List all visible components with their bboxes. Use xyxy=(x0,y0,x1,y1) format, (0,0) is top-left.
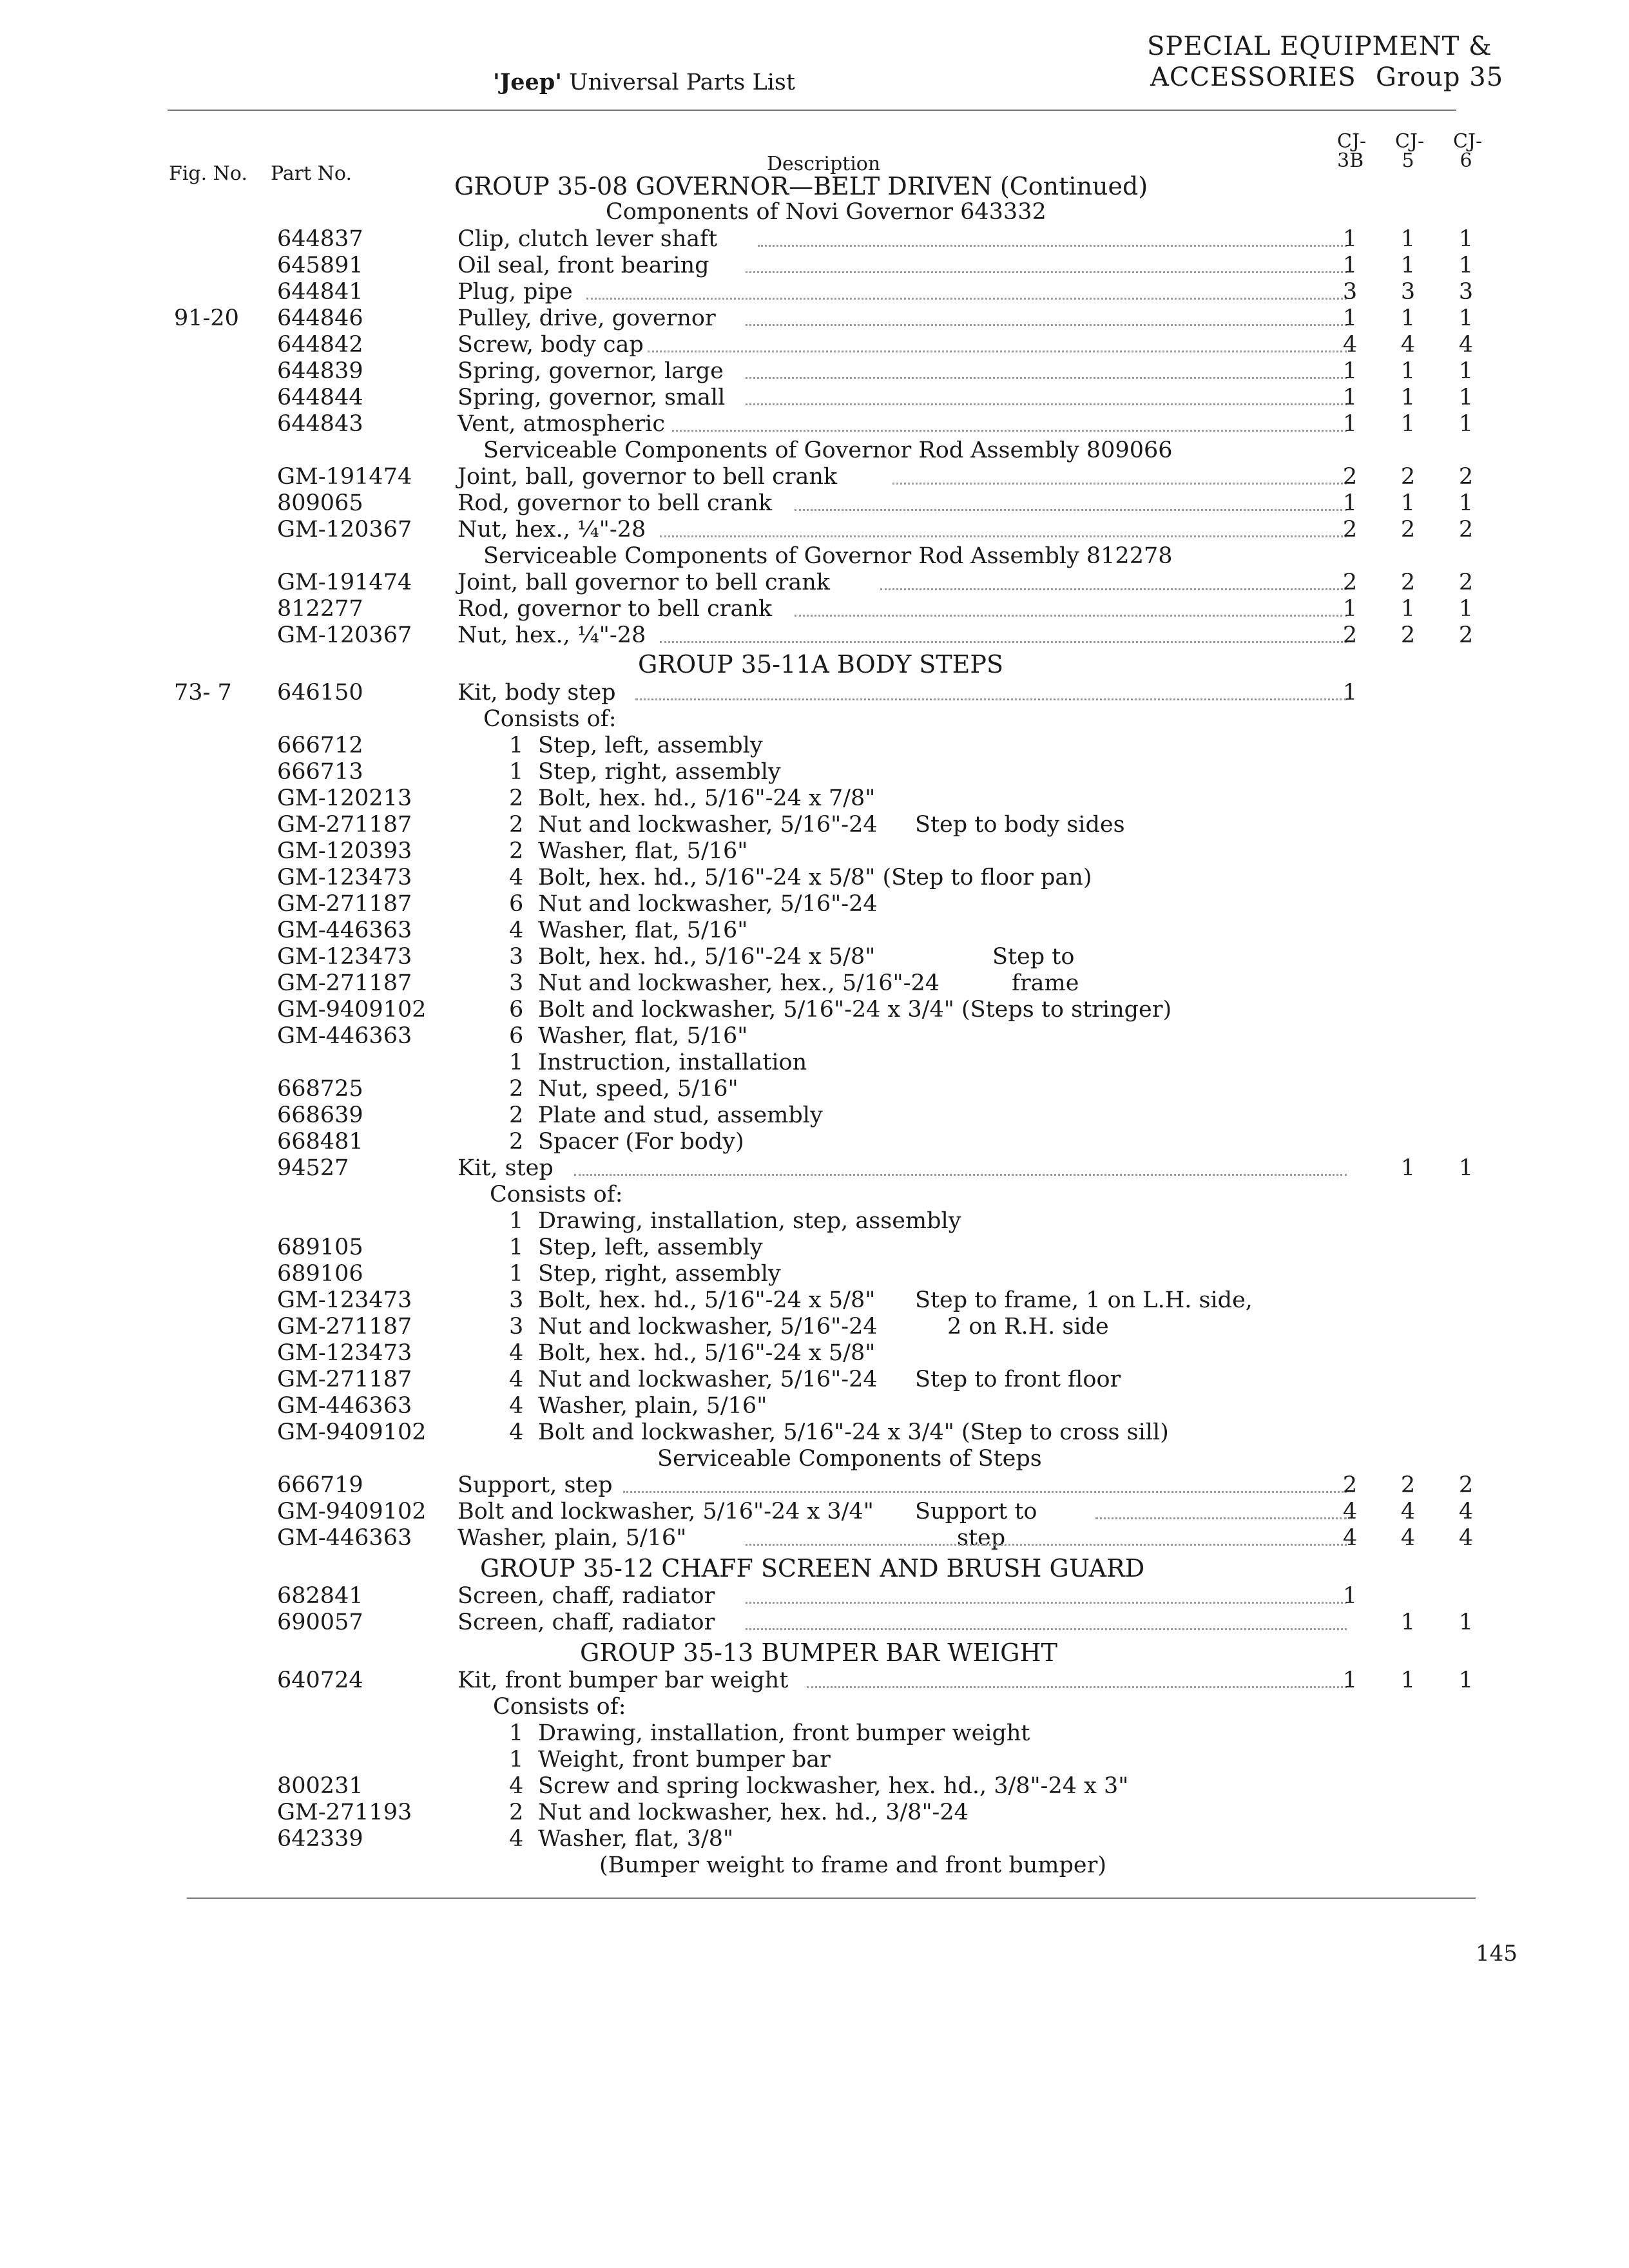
footer-rule xyxy=(187,1898,1476,1899)
qty-cj5: 4 xyxy=(1400,332,1416,358)
description: Clip, clutch lever shaft xyxy=(458,226,718,252)
subheading: (Bumper weight to frame and front bumper) xyxy=(599,1852,1106,1878)
part-no: GM-446363 xyxy=(277,918,412,943)
description: Bolt, hex. hd., 5/16"-24 x 5/8" xyxy=(538,1340,876,1366)
part-no: 644846 xyxy=(277,305,363,331)
leader-dots xyxy=(892,483,1347,485)
qty-cj5: 3 xyxy=(1400,279,1416,305)
page-number: 145 xyxy=(1476,1941,1518,1966)
leader-dots xyxy=(660,535,1347,537)
qty-cj3b: 1 xyxy=(1342,490,1358,516)
component-qty: 1 xyxy=(509,1208,524,1234)
qty-cj3b: 2 xyxy=(1342,464,1358,490)
part-no: 642339 xyxy=(277,1826,363,1852)
description: Pulley, drive, governor xyxy=(458,305,716,331)
part-no: 689106 xyxy=(277,1261,363,1287)
description: Screen, chaff, radiator xyxy=(458,1583,715,1609)
description: Washer, plain, 5/16" xyxy=(458,1525,687,1551)
description: Vent, atmospheric xyxy=(458,411,665,437)
leader-dots xyxy=(746,1628,1347,1630)
qty-cj3b: 1 xyxy=(1342,1667,1358,1693)
leader-dots xyxy=(660,641,1347,643)
part-no: 646150 xyxy=(277,680,363,706)
qty-cj3b: 1 xyxy=(1342,305,1358,331)
qty-cj3b: 2 xyxy=(1342,1472,1358,1498)
part-no: GM-446363 xyxy=(277,1393,412,1419)
part-no: 668639 xyxy=(277,1102,363,1128)
component-qty: 4 xyxy=(509,918,524,943)
part-no: GM-120367 xyxy=(277,622,412,648)
qty-cj3b: 2 xyxy=(1342,570,1358,595)
col-fig-no: Fig. No. xyxy=(169,162,248,185)
qty-cj3b: 3 xyxy=(1342,279,1358,305)
leader-dots xyxy=(795,615,1347,617)
component-qty: 3 xyxy=(509,944,524,970)
part-no: 645891 xyxy=(277,253,363,278)
description: Nut and lockwasher, 5/16"-24 xyxy=(538,812,878,838)
qty-cj3b: 1 xyxy=(1342,411,1358,437)
part-no: GM-271193 xyxy=(277,1800,412,1825)
leader-dots xyxy=(746,403,1347,405)
qty-cj5: 2 xyxy=(1400,464,1416,490)
book-title: 'Jeep' Universal Parts List xyxy=(493,69,795,95)
leader-dots xyxy=(795,509,1347,511)
part-no: GM-9409102 xyxy=(277,1419,427,1445)
component-qty: 3 xyxy=(509,1314,524,1340)
group-label: Group 35 xyxy=(1376,62,1504,92)
part-no: 644839 xyxy=(277,358,363,384)
description: Bolt, hex. hd., 5/16"-24 x 7/8" xyxy=(538,785,876,811)
description: Kit, front bumper bar weight xyxy=(458,1667,789,1693)
part-no: 640724 xyxy=(277,1667,363,1693)
description: Spacer (For body) xyxy=(538,1129,744,1155)
component-qty: 4 xyxy=(509,1367,524,1392)
col-cj3b-bottom: 3B xyxy=(1337,149,1364,172)
subheading: Serviceable Components of Governor Rod Assembly 809066 xyxy=(483,437,1173,463)
qty-cj6: 4 xyxy=(1458,1499,1474,1524)
description: Plug, pipe xyxy=(458,279,573,305)
qty-cj6: 2 xyxy=(1458,517,1474,543)
description: Washer, flat, 5/16" xyxy=(538,1023,748,1049)
qty-cj5: 1 xyxy=(1400,226,1416,252)
qty-cj5: 1 xyxy=(1400,253,1416,278)
part-no: 690057 xyxy=(277,1610,363,1635)
col-cj3b-top: CJ- xyxy=(1337,130,1367,153)
description: Screen, chaff, radiator xyxy=(458,1610,715,1635)
description: Nut and lockwasher, hex., 5/16"-24 xyxy=(538,970,940,996)
part-no: GM-191474 xyxy=(277,464,412,490)
location-note: Step to xyxy=(992,944,1075,970)
description: Joint, ball, governor to bell crank xyxy=(458,464,838,490)
description: Nut, speed, 5/16" xyxy=(538,1076,738,1102)
qty-cj5: 4 xyxy=(1400,1525,1416,1551)
component-qty: 1 xyxy=(509,1720,524,1746)
group-heading: GROUP 35-08 GOVERNOR—BELT DRIVEN (Continued) xyxy=(454,172,1148,200)
qty-cj6: 2 xyxy=(1458,570,1474,595)
qty-cj3b: 4 xyxy=(1342,1499,1358,1524)
subheading: Consists of: xyxy=(483,706,617,732)
qty-cj5: 1 xyxy=(1400,1667,1416,1693)
leader-dots xyxy=(746,1602,1347,1604)
leader-dots xyxy=(635,698,1347,700)
description: Nut and lockwasher, 5/16"-24 xyxy=(538,1367,878,1392)
leader-dots xyxy=(586,298,1347,300)
component-qty: 1 xyxy=(509,1050,524,1075)
part-no: GM-123473 xyxy=(277,865,412,890)
description: Bolt, hex. hd., 5/16"-24 x 5/8" xyxy=(538,944,876,970)
leader-dots xyxy=(746,324,1347,326)
description: Washer, flat, 5/16" xyxy=(538,838,748,864)
component-qty: 2 xyxy=(509,1800,524,1825)
part-no: 689105 xyxy=(277,1235,363,1260)
qty-cj6: 1 xyxy=(1458,1610,1474,1635)
qty-cj5: 2 xyxy=(1400,517,1416,543)
component-qty: 2 xyxy=(509,1076,524,1102)
qty-cj6: 1 xyxy=(1458,490,1474,516)
qty-cj5: 1 xyxy=(1400,490,1416,516)
fig-no: 91-20 xyxy=(174,305,239,331)
component-qty: 2 xyxy=(509,838,524,864)
qty-cj5: 1 xyxy=(1400,1155,1416,1181)
qty-cj6: 1 xyxy=(1458,411,1474,437)
qty-cj3b: 1 xyxy=(1342,385,1358,410)
part-no: GM-271187 xyxy=(277,812,412,838)
description: Kit, step xyxy=(458,1155,554,1181)
description: Step, right, assembly xyxy=(538,1261,781,1287)
leader-dots xyxy=(880,588,1347,590)
subheading: Components of Novi Governor 643332 xyxy=(606,199,1046,225)
qty-cj6: 4 xyxy=(1458,1525,1474,1551)
component-qty: 2 xyxy=(509,812,524,838)
part-no: 668481 xyxy=(277,1129,363,1155)
description: Kit, body step xyxy=(458,680,616,706)
part-no: GM-9409102 xyxy=(277,997,427,1023)
part-no: GM-271187 xyxy=(277,1314,412,1340)
qty-cj5: 1 xyxy=(1400,385,1416,410)
leader-dots xyxy=(746,377,1347,379)
description: Nut and lockwasher, 5/16"-24 xyxy=(538,891,878,917)
component-qty: 4 xyxy=(509,1419,524,1445)
qty-cj6: 1 xyxy=(1458,305,1474,331)
qty-cj5: 1 xyxy=(1400,411,1416,437)
location-note: Step to body sides xyxy=(915,812,1125,838)
part-no: GM-271187 xyxy=(277,891,412,917)
component-qty: 1 xyxy=(509,733,524,758)
description: Instruction, installation xyxy=(538,1050,807,1075)
component-qty: 2 xyxy=(509,785,524,811)
leader-dots xyxy=(672,430,1347,432)
qty-cj6: 1 xyxy=(1458,1667,1474,1693)
component-qty: 1 xyxy=(509,1261,524,1287)
leader-dots xyxy=(623,1491,1347,1493)
group-heading: GROUP 35-13 BUMPER BAR WEIGHT xyxy=(580,1639,1057,1667)
description: Screw, body cap xyxy=(458,332,644,358)
location-note: Step to front floor xyxy=(915,1367,1121,1392)
part-no: 666719 xyxy=(277,1472,363,1498)
part-no: 682841 xyxy=(277,1583,363,1609)
description: Drawing, installation, step, assembly xyxy=(538,1208,961,1234)
part-no: 644837 xyxy=(277,226,363,252)
part-no: GM-123473 xyxy=(277,1287,412,1313)
component-qty: 4 xyxy=(509,1340,524,1366)
qty-cj3b: 2 xyxy=(1342,517,1358,543)
part-no: GM-123473 xyxy=(277,944,412,970)
description: Support, step xyxy=(458,1472,613,1498)
part-no: GM-120393 xyxy=(277,838,412,864)
component-qty: 3 xyxy=(509,1287,524,1313)
col-cj5-bottom: 5 xyxy=(1402,149,1414,172)
subheading: Serviceable Components of Steps xyxy=(657,1446,1042,1472)
description: Step, left, assembly xyxy=(538,1235,763,1260)
description: Drawing, installation, front bumper weight xyxy=(538,1720,1030,1746)
part-no: 666712 xyxy=(277,733,363,758)
location-note: Step to frame, 1 on L.H. side, xyxy=(915,1287,1253,1313)
section-title-line1: SPECIAL EQUIPMENT & xyxy=(1147,32,1492,61)
group-heading: GROUP 35-12 CHAFF SCREEN AND BRUSH GUARD xyxy=(480,1554,1145,1582)
description: Nut, hex., ¼"-28 xyxy=(458,517,646,543)
qty-cj5: 1 xyxy=(1400,596,1416,622)
leader-dots xyxy=(746,271,1347,273)
part-no: GM-120213 xyxy=(277,785,412,811)
qty-cj3b: 1 xyxy=(1342,253,1358,278)
component-qty: 1 xyxy=(509,759,524,785)
description: Nut and lockwasher, hex. hd., 3/8"-24 xyxy=(538,1800,969,1825)
description: Step, right, assembly xyxy=(538,759,781,785)
qty-cj5: 1 xyxy=(1400,358,1416,384)
description: Oil seal, front bearing xyxy=(458,253,709,278)
description: Bolt, hex. hd., 5/16"-24 x 5/8" xyxy=(538,1287,876,1313)
qty-cj6: 1 xyxy=(1458,596,1474,622)
qty-cj6: 1 xyxy=(1458,253,1474,278)
part-no: GM-446363 xyxy=(277,1525,412,1551)
part-no: GM-271187 xyxy=(277,1367,412,1392)
fig-no: 73- 7 xyxy=(174,680,232,706)
subheading: Consists of: xyxy=(493,1694,626,1720)
description: Bolt, hex. hd., 5/16"-24 x 5/8" (Step to floor pan) xyxy=(538,865,1092,890)
col-description: Description xyxy=(767,153,881,175)
section-title-line2: ACCESSORIES xyxy=(1150,62,1356,92)
qty-cj6: 4 xyxy=(1458,332,1474,358)
subheading: Consists of: xyxy=(490,1182,623,1207)
description: Joint, ball governor to bell crank xyxy=(458,570,830,595)
component-qty: 1 xyxy=(509,1747,524,1773)
part-no: 812277 xyxy=(277,596,363,622)
component-qty: 1 xyxy=(509,1235,524,1260)
description: Rod, governor to bell crank xyxy=(458,596,773,622)
col-cj6-bottom: 6 xyxy=(1460,149,1472,172)
location-note: Support to xyxy=(915,1499,1037,1524)
leader-dots xyxy=(648,351,1347,352)
description: Spring, governor, small xyxy=(458,385,726,410)
leader-dots xyxy=(574,1174,1347,1176)
description: Plate and stud, assembly xyxy=(538,1102,823,1128)
qty-cj6: 2 xyxy=(1458,1472,1474,1498)
qty-cj3b: 4 xyxy=(1342,332,1358,358)
qty-cj6: 1 xyxy=(1458,226,1474,252)
qty-cj6: 1 xyxy=(1458,358,1474,384)
qty-cj3b: 4 xyxy=(1342,1525,1358,1551)
qty-cj3b: 1 xyxy=(1342,680,1358,706)
qty-cj3b: 1 xyxy=(1342,596,1358,622)
qty-cj6: 1 xyxy=(1458,385,1474,410)
part-no: 644843 xyxy=(277,411,363,437)
description: Weight, front bumper bar xyxy=(538,1747,831,1773)
component-qty: 4 xyxy=(509,1393,524,1419)
component-qty: 2 xyxy=(509,1129,524,1155)
qty-cj6: 2 xyxy=(1458,622,1474,648)
description: Screw and spring lockwasher, hex. hd., 3/8"-24 x 3" xyxy=(538,1773,1129,1799)
description: Washer, plain, 5/16" xyxy=(538,1393,767,1419)
location-note: 2 on R.H. side xyxy=(947,1314,1109,1340)
qty-cj6: 3 xyxy=(1458,279,1474,305)
component-qty: 6 xyxy=(509,1023,524,1049)
leader-dots xyxy=(746,1544,1347,1546)
qty-cj3b: 1 xyxy=(1342,1583,1358,1609)
description: Washer, flat, 5/16" xyxy=(538,918,748,943)
leader-dots xyxy=(807,1686,1347,1688)
part-no: 94527 xyxy=(277,1155,349,1181)
part-no: GM-120367 xyxy=(277,517,412,543)
qty-cj5: 2 xyxy=(1400,622,1416,648)
component-qty: 4 xyxy=(509,865,524,890)
qty-cj6: 2 xyxy=(1458,464,1474,490)
part-no: GM-123473 xyxy=(277,1340,412,1366)
part-no: 800231 xyxy=(277,1773,363,1799)
location-note: step xyxy=(957,1525,1006,1551)
part-no: 644842 xyxy=(277,332,363,358)
part-no: 809065 xyxy=(277,490,363,516)
component-qty: 3 xyxy=(509,970,524,996)
qty-cj3b: 2 xyxy=(1342,622,1358,648)
leader-dots xyxy=(758,245,1347,247)
qty-cj5: 4 xyxy=(1400,1499,1416,1524)
description: Bolt and lockwasher, 5/16"-24 x 3/4" xyxy=(458,1499,874,1524)
part-no: GM-446363 xyxy=(277,1023,412,1049)
part-no: 644841 xyxy=(277,279,363,305)
part-no: GM-271187 xyxy=(277,970,412,996)
description: Washer, flat, 3/8" xyxy=(538,1826,734,1852)
qty-cj5: 1 xyxy=(1400,305,1416,331)
location-note: frame xyxy=(1012,970,1079,996)
qty-cj6: 1 xyxy=(1458,1155,1474,1181)
description: Bolt and lockwasher, 5/16"-24 x 3/4" (Step to cross sill) xyxy=(538,1419,1169,1445)
part-no: 644844 xyxy=(277,385,363,410)
header-rule xyxy=(168,110,1456,111)
qty-cj3b: 1 xyxy=(1342,358,1358,384)
qty-cj5: 2 xyxy=(1400,1472,1416,1498)
description: Rod, governor to bell crank xyxy=(458,490,773,516)
qty-cj5: 1 xyxy=(1400,1610,1416,1635)
description: Spring, governor, large xyxy=(458,358,724,384)
part-no: GM-9409102 xyxy=(277,1499,427,1524)
subheading: Serviceable Components of Governor Rod Assembly 812278 xyxy=(483,543,1173,569)
description: Nut and lockwasher, 5/16"-24 xyxy=(538,1314,878,1340)
part-no: GM-191474 xyxy=(277,570,412,595)
description: Nut, hex., ¼"-28 xyxy=(458,622,646,648)
component-qty: 4 xyxy=(509,1773,524,1799)
qty-cj5: 2 xyxy=(1400,570,1416,595)
part-no: 666713 xyxy=(277,759,363,785)
col-cj6-top: CJ- xyxy=(1453,130,1483,153)
description: Bolt and lockwasher, 5/16"-24 x 3/4" (Steps to stringer) xyxy=(538,997,1172,1023)
component-qty: 4 xyxy=(509,1826,524,1852)
description: Step, left, assembly xyxy=(538,733,763,758)
component-qty: 6 xyxy=(509,891,524,917)
qty-cj3b: 1 xyxy=(1342,226,1358,252)
leader-dots xyxy=(1095,1517,1347,1519)
col-cj5-top: CJ- xyxy=(1395,130,1425,153)
part-no: 668725 xyxy=(277,1076,363,1102)
col-part-no: Part No. xyxy=(271,162,352,185)
group-heading: GROUP 35-11A BODY STEPS xyxy=(638,650,1003,678)
component-qty: 2 xyxy=(509,1102,524,1128)
component-qty: 6 xyxy=(509,997,524,1023)
